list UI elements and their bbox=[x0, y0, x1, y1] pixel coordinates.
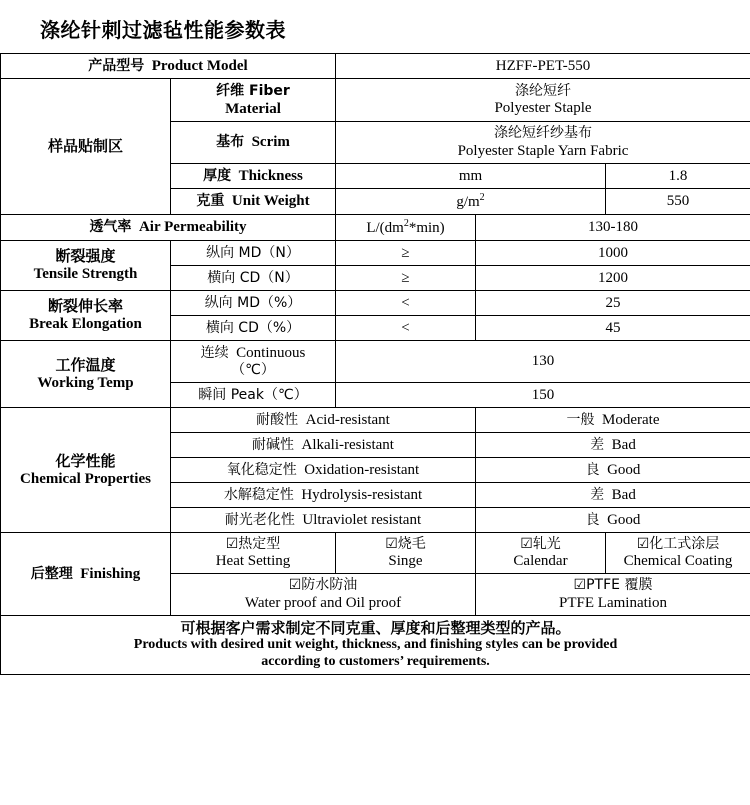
finishing-label: 后整理 Finishing bbox=[1, 532, 171, 616]
finishing-option-ptfe[interactable]: ☑PTFE 覆膜 PTFE Lamination bbox=[476, 574, 750, 616]
air-permeability-unit: $L/(dm^2*\min)$ bbox=[336, 214, 476, 240]
finishing-option-calendar[interactable]: ☑轧光 Calendar bbox=[476, 532, 606, 574]
working-temp-continuous-label: 连续 Continuous （℃） bbox=[171, 340, 336, 382]
finishing-option-heat-setting[interactable]: ☑热定型 Heat Setting bbox=[171, 532, 336, 574]
chemical-item-label: 耐酸性 Acid-resistant bbox=[171, 407, 476, 432]
fiber-material-label: 纤维 Fiber Material bbox=[171, 79, 336, 122]
tensile-cd-value: 1200 bbox=[476, 265, 750, 290]
unit-weight-value: 550 bbox=[606, 188, 750, 214]
tensile-md-label: 纵向 MD（N） bbox=[171, 240, 336, 265]
chemical-item-rating: 良 Good bbox=[476, 457, 750, 482]
chemical-item-label: 氧化稳定性 Oxidation-resistant bbox=[171, 457, 476, 482]
chemical-item-label: 水解稳定性 Hydrolysis-resistant bbox=[171, 482, 476, 507]
footer-note: 可根据客户需求制定不同克重、厚度和后整理类型的产品。 Products with desired unit weight, thickness, and finishing styles can be provided according to customers’ requirements. bbox=[1, 616, 750, 675]
checkbox-calendar[interactable]: ☑ bbox=[520, 535, 533, 552]
unit-weight-label: 克重 Unit Weight bbox=[171, 188, 336, 214]
product-model-label: 产品型号 Product Model bbox=[1, 54, 336, 79]
table-row-fiber-material bbox=[1, 79, 750, 122]
checkbox-waterproof[interactable]: ☑ bbox=[288, 577, 302, 594]
chemical-item-rating: 良 Good bbox=[476, 507, 750, 532]
thickness-value: 1.8 bbox=[606, 163, 750, 188]
air-permeability-label: 透气率 Air Permeability bbox=[1, 214, 336, 240]
thickness-unit: mm bbox=[336, 163, 606, 188]
finishing-option-chemical-coating[interactable]: ☑化工式涂层 Chemical Coating bbox=[606, 532, 750, 574]
working-temp-continuous-value: 130 bbox=[336, 340, 750, 382]
chemical-item-rating: 一般 Moderate bbox=[476, 407, 750, 432]
scrim-value: 涤纶短纤纱基布 Polyester Staple Yarn Fabric bbox=[336, 122, 750, 164]
thickness-label: 厚度 Thickness bbox=[171, 163, 336, 188]
product-model-value: HZFF-PET-550 bbox=[336, 54, 750, 79]
elongation-cd-value: 45 bbox=[476, 315, 750, 340]
scrim-label: 基布 Scrim bbox=[171, 122, 336, 164]
tensile-strength-label: 断裂强度 Tensile Strength bbox=[1, 240, 171, 290]
page-title: 涤纶针刺过滤毡性能参数表 bbox=[40, 20, 286, 42]
finishing-option-singe[interactable]: ☑烧毛 Singe bbox=[336, 532, 476, 574]
chemical-item-rating: 差 Bad bbox=[476, 432, 750, 457]
unit-weight-unit: $g/m^2$ bbox=[336, 188, 606, 214]
checkbox-ptfe[interactable]: ☑ bbox=[573, 577, 587, 594]
working-temp-label: 工作温度 Working Temp bbox=[1, 340, 171, 407]
elongation-md-comparator: < bbox=[336, 290, 476, 315]
table-row-tensile-md bbox=[1, 240, 750, 265]
working-temp-peak-value: 150 bbox=[336, 382, 750, 407]
table-row-finishing-1 bbox=[1, 532, 750, 574]
tensile-md-comparator: ≥ bbox=[336, 240, 476, 265]
tensile-md-value: 1000 bbox=[476, 240, 750, 265]
tensile-cd-label: 横向 CD（N） bbox=[171, 265, 336, 290]
elongation-cd-label: 横向 CD（%） bbox=[171, 315, 336, 340]
table-row-air-permeability bbox=[1, 214, 750, 240]
sample-area-label: 样品贴制区 bbox=[1, 79, 171, 215]
chemical-item-label: 耐碱性 Alkali-resistant bbox=[171, 432, 476, 457]
break-elongation-label: 断裂伸长率 Break Elongation bbox=[1, 290, 171, 340]
chemical-item-label: 耐光老化性 Ultraviolet resistant bbox=[171, 507, 476, 532]
checkbox-heat-setting[interactable]: ☑ bbox=[225, 535, 239, 552]
table-row-chemical-acid bbox=[1, 407, 750, 432]
air-permeability-value: 130-180 bbox=[476, 214, 750, 240]
fiber-material-value: 涤纶短纤 Polyester Staple bbox=[336, 79, 750, 122]
specification-table bbox=[0, 53, 750, 675]
chemical-item-rating: 差 Bad bbox=[476, 482, 750, 507]
table-row-elongation-md bbox=[1, 290, 750, 315]
elongation-md-label: 纵向 MD（%） bbox=[171, 290, 336, 315]
working-temp-peak-label: 瞬间 Peak（℃） bbox=[171, 382, 336, 407]
elongation-cd-comparator: < bbox=[336, 315, 476, 340]
table-row-footer-note bbox=[1, 616, 750, 675]
finishing-option-waterproof[interactable]: ☑防水防油 Water proof and Oil proof bbox=[171, 574, 476, 616]
elongation-md-value: 25 bbox=[476, 290, 750, 315]
table-row-product-model bbox=[1, 54, 750, 79]
checkbox-chemical-coating[interactable]: ☑ bbox=[636, 535, 650, 552]
chemical-properties-label: 化学性能 Chemical Properties bbox=[1, 407, 171, 532]
checkbox-singe[interactable]: ☑ bbox=[385, 535, 398, 552]
table-row-working-temp-continuous bbox=[1, 340, 750, 382]
tensile-cd-comparator: ≥ bbox=[336, 265, 476, 290]
